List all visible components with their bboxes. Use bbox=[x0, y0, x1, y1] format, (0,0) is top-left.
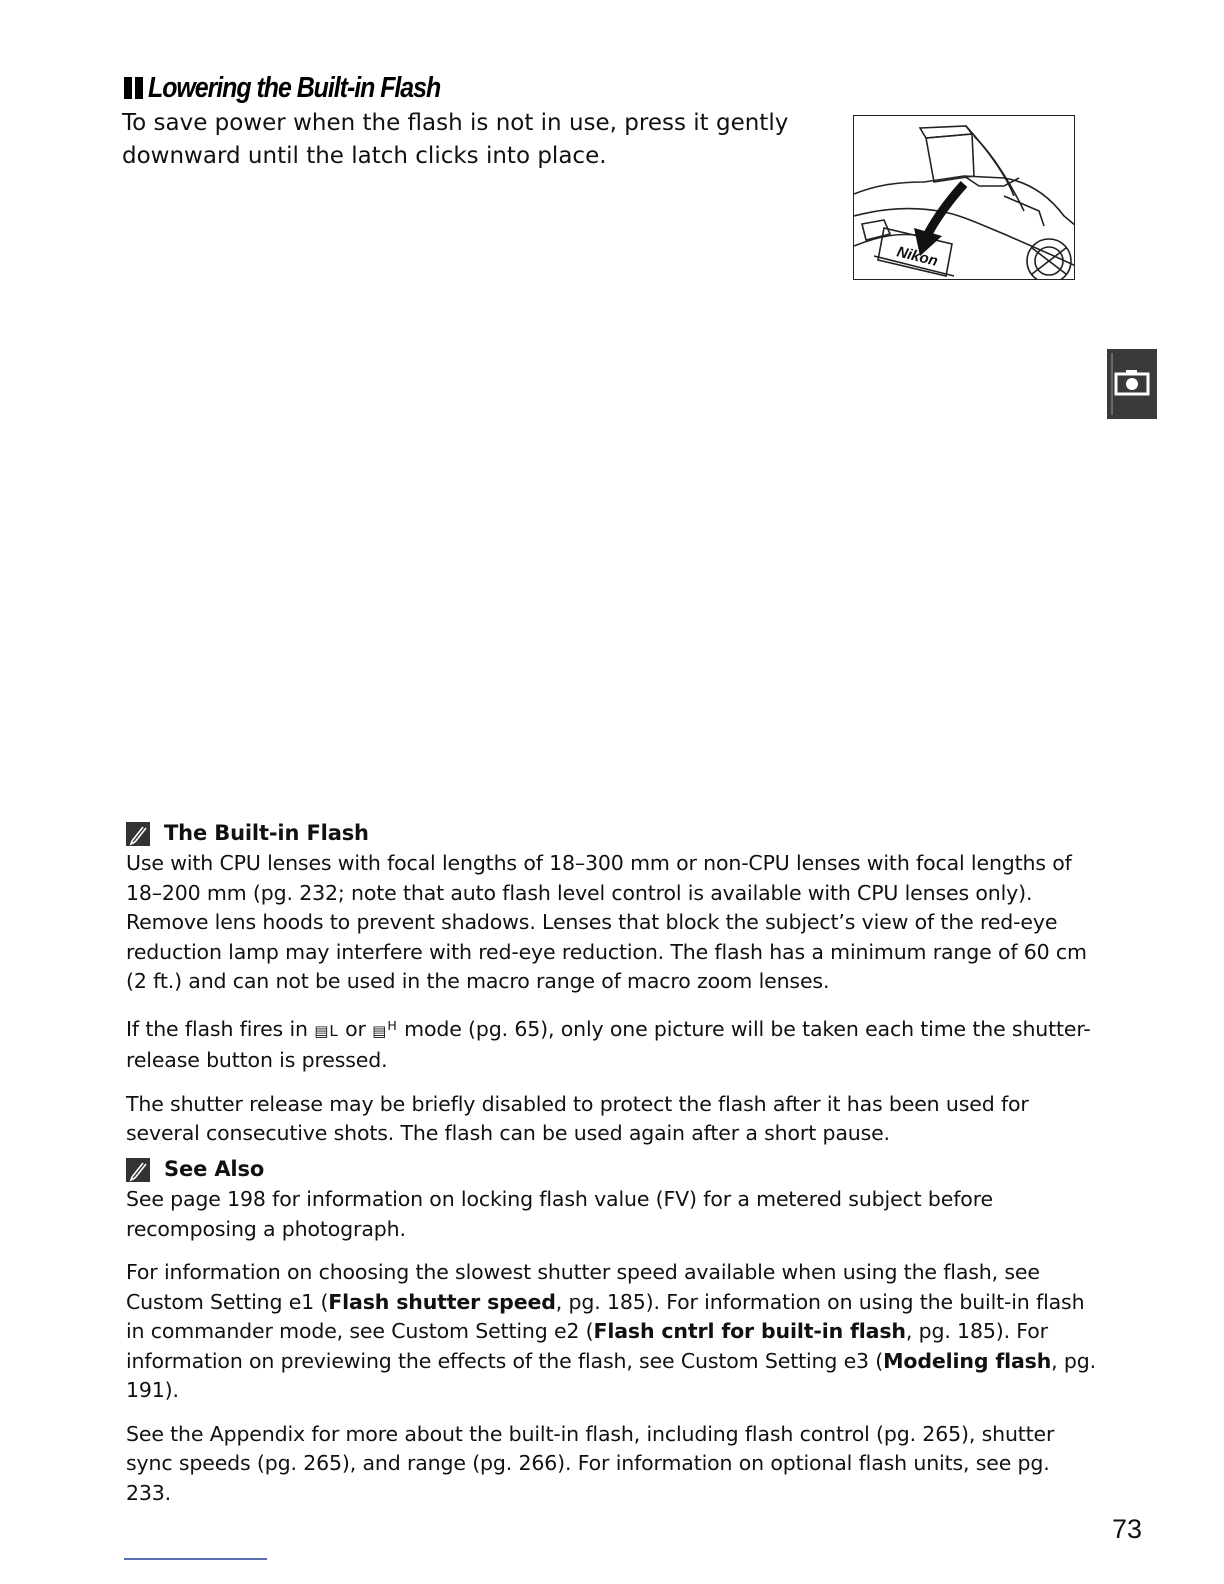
menu-item-modeling-flash: Modeling flash bbox=[883, 1348, 1052, 1373]
note-header bbox=[126, 819, 1096, 849]
note-paragraph: The shutter release may be briefly disabled to protect the flash after it has been used for several consecutive shots. The flash can be used again after a short pause. bbox=[126, 1091, 1029, 1145]
note-paragraph-custom-settings: For information on choosing the slowest shutter speed available when using the flash, see Custom Setting e1 (Flash shutter speed, pg. 185). For information on using the built-in flash in commander mode, see Custom Setting e2 (Flash cntrl for built-in flash, pg. 185). For information on previewing the effects of the flash, see Custom Setting e3 (Modeling flash, pg. 191). bbox=[126, 1260, 1096, 1402]
note-title: See Also bbox=[164, 1157, 265, 1182]
continuous-high-icon: ▤$^H$ bbox=[372, 1017, 398, 1040]
continuous-low-icon: ▤L bbox=[314, 1021, 339, 1040]
section-title: Lowering the Built-in Flash bbox=[148, 71, 441, 104]
note-header bbox=[126, 1155, 1096, 1185]
section-heading bbox=[124, 68, 488, 108]
heading-marker-icon bbox=[124, 77, 143, 99]
note-paragraph: See the Appendix for more about the built-in flash, including flash control (pg. 265), shutter sync speeds (pg. 265), and range (pg. 266). For information on optional flash units, see pg. 233. bbox=[126, 1421, 1055, 1505]
pencil-icon bbox=[126, 1158, 150, 1182]
intro-text: To save power when the flash is not in use, press it gently downward until the latch clicks into place. bbox=[122, 110, 789, 169]
note-paragraph: Use with CPU lenses with focal lengths of 18–300 mm or non-CPU lenses with focal lengths of 18–200 mm (pg. 232; note that auto flash level control is available with CPU lenses only). Remove lens hoods to prevent shadows. Lenses that block the subject’s view of the red-eye reduction lamp may interfere with red-eye reduction. The flash has a minimum range of 60 cm (2 ft.) and can not be used in the macro range of macro zoom lenses. bbox=[126, 851, 1087, 993]
note-title: The Built-in Flash bbox=[164, 821, 369, 846]
menu-item-flash-cntrl: Flash cntrl for built-in flash bbox=[593, 1319, 906, 1343]
pencil-icon bbox=[126, 822, 150, 846]
menu-item-flash-shutter-speed: Flash shutter speed bbox=[328, 1289, 556, 1314]
flash-illustration bbox=[853, 115, 1075, 280]
note-see-also bbox=[126, 1155, 1096, 1508]
page-number: 73 bbox=[1111, 1514, 1142, 1544]
note-builtin-flash bbox=[126, 819, 1096, 1149]
chapter-tab[interactable] bbox=[1107, 349, 1157, 419]
note-paragraph: See page 198 for information on locking flash value (FV) for a metered subject before recomposing a photograph. bbox=[126, 1187, 993, 1241]
nikon-brand-label: Nikon bbox=[895, 243, 940, 270]
camera-icon bbox=[1107, 349, 1157, 419]
camera-flash-drawing bbox=[854, 116, 1075, 280]
footer-rule bbox=[124, 1558, 267, 1560]
note-paragraph-release-mode: If the flash fires in ▤L or ▤$^H$ mode (pg. 65), only one picture will be taken each time the shutter-release button is pressed. bbox=[126, 1011, 1096, 1076]
